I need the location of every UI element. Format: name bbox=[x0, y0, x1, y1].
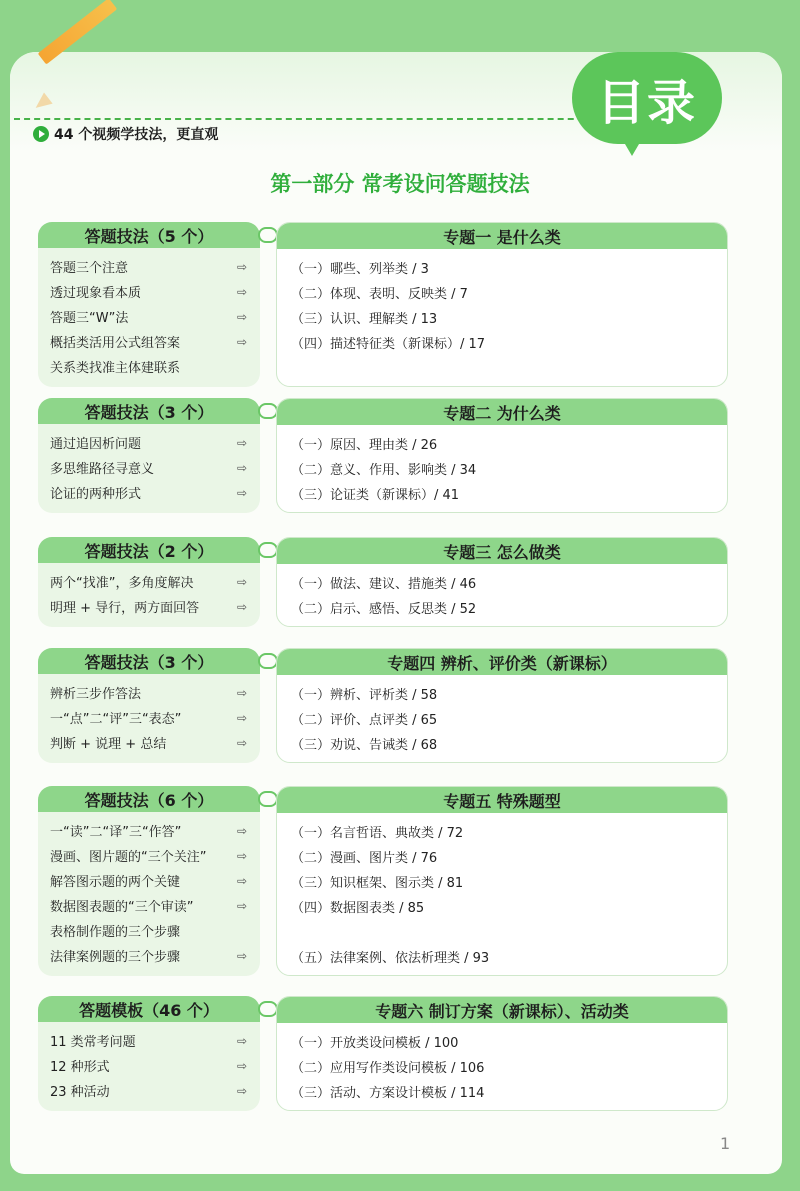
technique-item[interactable] bbox=[38, 1053, 260, 1078]
technique-item[interactable] bbox=[38, 1078, 260, 1103]
technique-item[interactable] bbox=[38, 943, 260, 968]
link-connector-icon bbox=[258, 653, 278, 669]
technique-item[interactable] bbox=[38, 329, 260, 354]
topic-spacer bbox=[277, 919, 727, 944]
video-subtitle: 44 个视频学技法，更直观 bbox=[54, 127, 219, 143]
technique-item-label: 辨析三步作答法 bbox=[50, 687, 142, 702]
topic-item[interactable]: （一）名言哲语、典故类 / 72 bbox=[291, 826, 464, 841]
technique-item[interactable] bbox=[38, 430, 260, 455]
topic-title: 专题一 是什么类 bbox=[277, 223, 727, 249]
topic-item[interactable]: （一）原因、理由类 / 26 bbox=[291, 438, 438, 453]
technique-item-label: 论证的两种形式 bbox=[50, 487, 142, 502]
technique-item[interactable] bbox=[38, 594, 260, 619]
arrow-right-icon: ⇨ bbox=[237, 460, 248, 475]
technique-item[interactable] bbox=[38, 569, 260, 594]
technique-item-label: 判断 + 说理 + 总结 bbox=[50, 737, 167, 752]
arrow-right-icon: ⇨ bbox=[237, 823, 248, 838]
arrow-right-icon: ⇨ bbox=[237, 1058, 248, 1073]
toc-badge-label: 目录 bbox=[596, 74, 697, 131]
topic-item[interactable]: （四）数据图表类 / 85 bbox=[291, 901, 425, 916]
arrow-right-icon: ⇨ bbox=[237, 1033, 248, 1048]
technique-item-label: 答题三“W”法 bbox=[50, 311, 129, 326]
speech-bubble-tail bbox=[618, 132, 646, 156]
technique-item-label: 数据图表题的“三个审读” bbox=[50, 900, 194, 915]
topic-item[interactable]: （二）应用写作类设问模板 / 106 bbox=[291, 1061, 485, 1076]
technique-item-label: 明理 + 导行，两方面回答 bbox=[50, 601, 200, 616]
technique-item[interactable] bbox=[38, 918, 260, 943]
technique-title: 答题技法（3 个） bbox=[38, 398, 260, 424]
technique-box bbox=[38, 648, 260, 763]
arrow-right-icon: ⇨ bbox=[237, 685, 248, 700]
topic-item[interactable]: （三）认识、理解类 / 13 bbox=[291, 312, 438, 327]
technique-item[interactable] bbox=[38, 1028, 260, 1053]
part-title: 第一部分 常考设问答题技法 bbox=[270, 172, 530, 196]
technique-title: 答题技法（2 个） bbox=[38, 537, 260, 563]
technique-title: 答题技法（6 个） bbox=[38, 786, 260, 812]
technique-item[interactable] bbox=[38, 893, 260, 918]
technique-item-label: 解答图示题的两个关键 bbox=[50, 875, 181, 890]
topic-item[interactable]: （二）意义、作用、影响类 / 34 bbox=[291, 463, 477, 478]
topic-box bbox=[276, 222, 728, 387]
arrow-right-icon: ⇨ bbox=[237, 435, 248, 450]
arrow-right-icon: ⇨ bbox=[237, 259, 248, 274]
page-number: 1 bbox=[720, 1134, 731, 1153]
arrow-right-icon: ⇨ bbox=[237, 334, 248, 349]
technique-item-label: 通过追因析问题 bbox=[50, 437, 142, 452]
technique-item[interactable] bbox=[38, 455, 260, 480]
topic-box bbox=[276, 996, 728, 1111]
topic-item[interactable]: （一）哪些、列举类 / 3 bbox=[291, 262, 429, 277]
topic-box bbox=[276, 786, 728, 976]
arrow-right-icon: ⇨ bbox=[237, 284, 248, 299]
toc-badge bbox=[572, 52, 722, 144]
arrow-right-icon: ⇨ bbox=[237, 485, 248, 500]
technique-box bbox=[38, 398, 260, 513]
topic-item[interactable]: （四）描述特征类（新课标）/ 17 bbox=[291, 337, 486, 352]
technique-title: 答题技法（5 个） bbox=[38, 222, 260, 248]
topic-title: 专题五 特殊题型 bbox=[277, 787, 727, 813]
topic-item[interactable]: （一）开放类设问模板 / 100 bbox=[291, 1036, 459, 1051]
arrow-right-icon: ⇨ bbox=[237, 309, 248, 324]
topic-item[interactable]: （三）劝说、告诫类 / 68 bbox=[291, 738, 438, 753]
topic-item[interactable]: （三）知识框架、图示类 / 81 bbox=[291, 876, 464, 891]
technique-item-label: 12 种形式 bbox=[50, 1060, 110, 1075]
technique-item-label: 23 种活动 bbox=[50, 1085, 110, 1100]
arrow-right-icon: ⇨ bbox=[237, 710, 248, 725]
toc-section bbox=[38, 996, 728, 1111]
topic-item[interactable]: （一）辨析、评析类 / 58 bbox=[291, 688, 438, 703]
topic-box bbox=[276, 398, 728, 513]
technique-item[interactable] bbox=[38, 304, 260, 329]
technique-box bbox=[38, 996, 260, 1111]
link-connector-icon bbox=[258, 542, 278, 558]
technique-title: 答题技法（3 个） bbox=[38, 648, 260, 674]
technique-item-label: 11 类常考问题 bbox=[50, 1035, 136, 1050]
topic-title: 专题六 制订方案（新课标）、活动类 bbox=[277, 997, 727, 1023]
technique-item[interactable] bbox=[38, 279, 260, 304]
link-connector-icon bbox=[258, 1001, 278, 1017]
technique-item-label: 答题三个注意 bbox=[50, 261, 129, 276]
technique-item-label: 一“读”二“译”三“作答” bbox=[50, 825, 182, 840]
arrow-right-icon: ⇨ bbox=[237, 599, 248, 614]
topic-item[interactable]: （三）活动、方案设计模板 / 114 bbox=[291, 1086, 485, 1101]
link-connector-icon bbox=[258, 403, 278, 419]
arrow-right-icon: ⇨ bbox=[237, 948, 248, 963]
technique-item-label: 多思维路径寻意义 bbox=[50, 462, 155, 477]
topic-box bbox=[276, 648, 728, 763]
arrow-right-icon: ⇨ bbox=[237, 735, 248, 750]
technique-title: 答题模板（46 个） bbox=[38, 996, 260, 1022]
arrow-right-icon: ⇨ bbox=[237, 873, 248, 888]
topic-box bbox=[276, 537, 728, 627]
topic-item[interactable]: （二）漫画、图片类 / 76 bbox=[291, 851, 438, 866]
toc-section bbox=[38, 648, 728, 763]
topic-title: 专题二 为什么类 bbox=[277, 399, 727, 425]
topic-item[interactable]: （二）评价、点评类 / 65 bbox=[291, 713, 438, 728]
technique-box bbox=[38, 537, 260, 627]
technique-item[interactable] bbox=[38, 843, 260, 868]
technique-item-label: 一“点”二“评”三“表态” bbox=[50, 712, 182, 727]
technique-item[interactable] bbox=[38, 818, 260, 843]
technique-box bbox=[38, 786, 260, 976]
topic-title: 专题三 怎么做类 bbox=[277, 538, 727, 564]
technique-item[interactable] bbox=[38, 730, 260, 755]
technique-box bbox=[38, 222, 260, 387]
topic-title: 专题四 辨析、评价类（新课标） bbox=[277, 649, 727, 675]
dashed-divider bbox=[14, 118, 614, 120]
technique-item-label: 两个“找准”，多角度解决 bbox=[50, 576, 194, 591]
technique-item[interactable] bbox=[38, 480, 260, 505]
technique-item[interactable] bbox=[38, 354, 260, 379]
toc-section bbox=[38, 222, 728, 387]
toc-section bbox=[38, 537, 728, 627]
play-icon[interactable] bbox=[33, 126, 49, 142]
topic-item[interactable]: （一）做法、建议、措施类 / 46 bbox=[291, 577, 477, 592]
technique-item-label: 漫画、图片题的“三个关注” bbox=[50, 850, 207, 865]
arrow-right-icon: ⇨ bbox=[237, 1083, 248, 1098]
topic-item[interactable]: （三）论证类（新课标）/ 41 bbox=[291, 488, 460, 503]
technique-item-label: 法律案例题的三个步骤 bbox=[50, 950, 181, 965]
toc-section bbox=[38, 398, 728, 513]
technique-item[interactable] bbox=[38, 868, 260, 893]
technique-item[interactable] bbox=[38, 705, 260, 730]
link-connector-icon bbox=[258, 227, 278, 243]
topic-item[interactable]: （二）启示、感悟、反思类 / 52 bbox=[291, 602, 477, 617]
arrow-right-icon: ⇨ bbox=[237, 848, 248, 863]
technique-item[interactable] bbox=[38, 680, 260, 705]
technique-item-label: 概括类活用公式组答案 bbox=[50, 336, 181, 351]
technique-item[interactable] bbox=[38, 254, 260, 279]
topic-item[interactable]: （五）法律案例、依法析理类 / 93 bbox=[291, 951, 490, 966]
technique-item-label: 关系类找准主体建联系 bbox=[50, 361, 181, 376]
link-connector-icon bbox=[258, 791, 278, 807]
technique-item-label: 透过现象看本质 bbox=[50, 286, 142, 301]
technique-item-label: 表格制作题的三个步骤 bbox=[50, 925, 181, 940]
arrow-right-icon: ⇨ bbox=[237, 898, 248, 913]
topic-item[interactable]: （二）体现、表明、反映类 / 7 bbox=[291, 287, 468, 302]
toc-section bbox=[38, 786, 728, 976]
arrow-right-icon: ⇨ bbox=[237, 574, 248, 589]
